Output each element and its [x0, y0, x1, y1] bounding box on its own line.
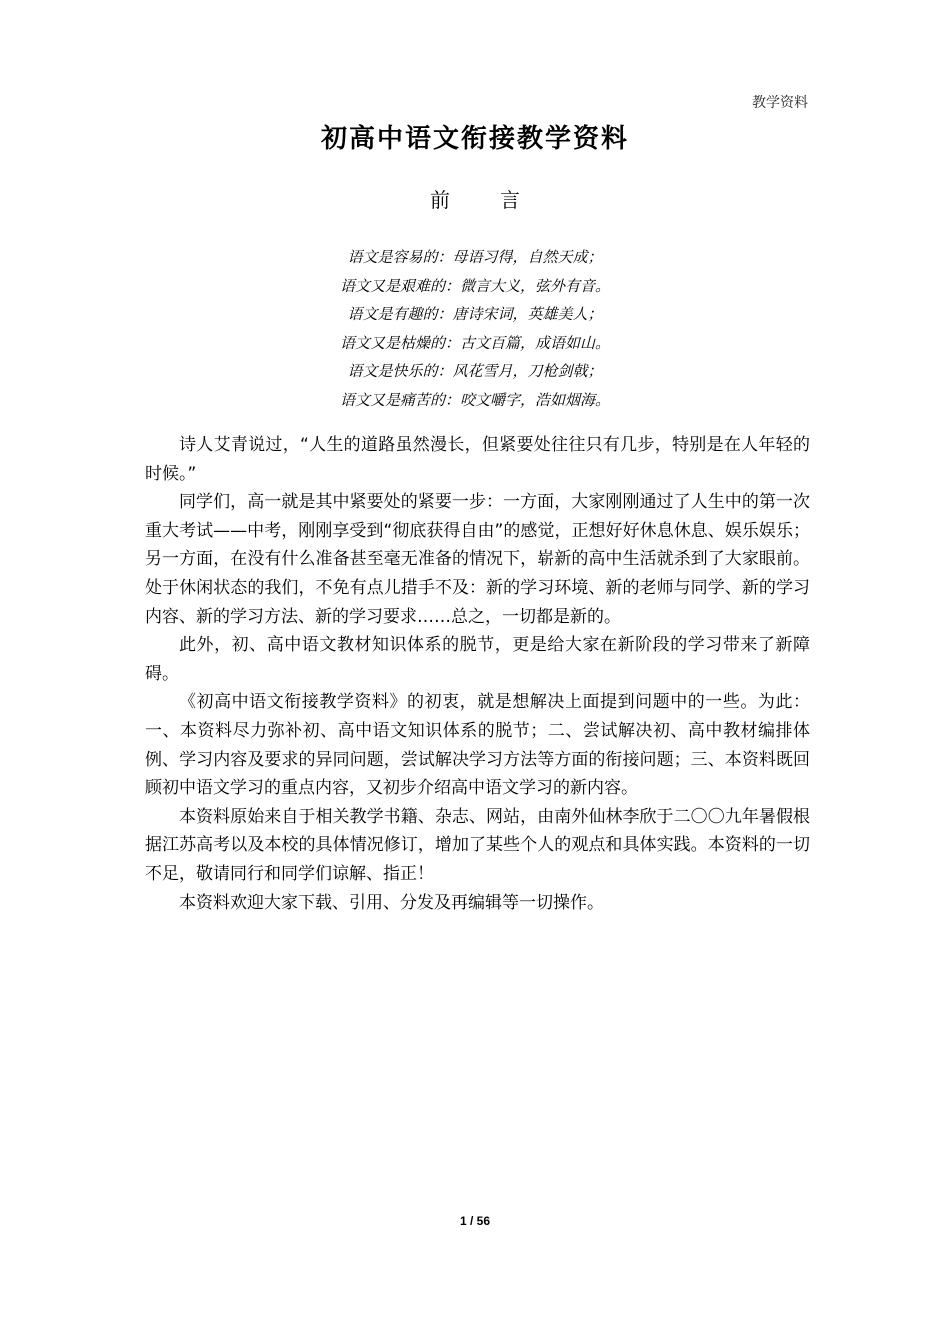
- body-paragraph: 本资料欢迎大家下载、引用、分发及再编辑等一切操作。: [179, 892, 604, 913]
- preface-heading-left: 前: [430, 188, 450, 212]
- poem-line: 语文又是痛苦的：咬文嚼字，浩如烟海。: [339, 390, 610, 409]
- body-paragraph: 诗人艾青说过，“人生的道路虽然漫长，但紧要处往往只有几步，特别是在人年轻的时候。”: [145, 435, 810, 484]
- preface-body: [145, 431, 810, 917]
- poem-line: 语文是快乐的：风花雪月，刀枪剑戟；: [347, 362, 603, 381]
- body-paragraph: 《初高中语文衔接教学资料》的初衷，就是想解决上面提到问题中的一些。为此：一、本资料尽力弥补初、高中语文知识体系的脱节；二、尝试解决初、高中教材编排体例、学习内容及要求的异同问题，尝试解决学习方法等方面的衔接问题；三、本资料既回顾初中语文学习的重点内容，又初步介绍高中语文学习的新内容。: [145, 692, 810, 799]
- preface-poem: [0, 243, 950, 415]
- preface-heading: [0, 184, 950, 213]
- body-paragraph: 同学们，高一就是其中紧要处的紧要一步：一方面，大家刚刚通过了人生中的第一次重大考试——中考，刚刚享受到“彻底获得自由”的感觉，正想好好休息休息、娱乐娱乐；另一方面，在没有什么准备甚至毫无准备的情况下，崭新的高中生活就杀到了大家眼前。处于休闲状态的我们，不免有点儿措手不及：新的学习环境、新的老师与同学、新的学习内容、新的学习方法、新的学习要求……总之，一切都是新的。: [145, 492, 810, 627]
- body-paragraph: 此外，初、高中语文教材知识体系的脱节，更是给大家在新阶段的学习带来了新障碍。: [145, 635, 810, 684]
- document-title: 初高中语文衔接教学资料: [320, 124, 629, 154]
- page-number: 1 / 56: [459, 1214, 491, 1228]
- poem-line: 语文又是艰难的：微言大义，弦外有音。: [339, 276, 610, 295]
- body-paragraph: 本资料原始来自于相关教学书籍、杂志、网站，由南外仙林李欣于二〇〇九年暑假根据江苏高考以及本校的具体情况修订，增加了某些个人的观点和具体实践。本资料的一切不足，敬请同行和同学们谅解、指正！: [145, 806, 810, 884]
- header-label: 教学资料: [752, 95, 808, 111]
- poem-line: 语文是容易的：母语习得，自然天成；: [347, 248, 603, 266]
- poem-line: 语文又是枯燥的：古文百篇，成语如山。: [339, 333, 610, 352]
- preface-heading-right: 言: [500, 188, 520, 212]
- poem-line: 语文是有趣的：唐诗宋词，英雄美人；: [347, 305, 603, 324]
